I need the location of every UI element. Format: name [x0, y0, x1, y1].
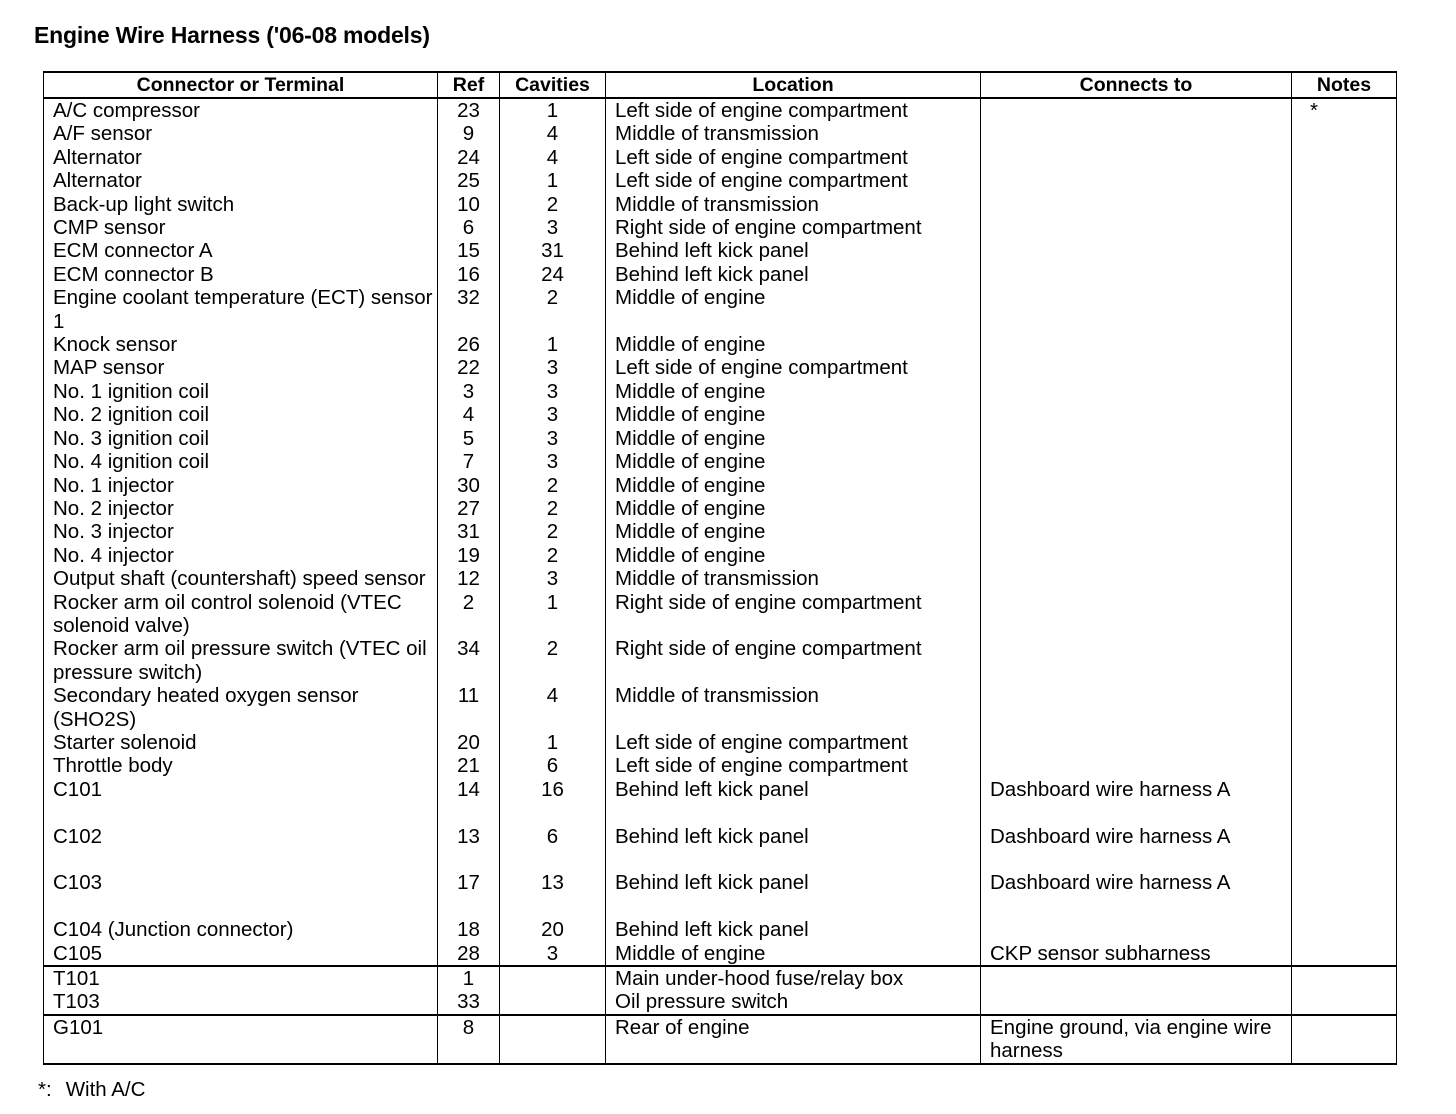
- ref-cell: 14: [438, 778, 500, 825]
- connector-cell: Engine coolant temperature (ECT) sensor 1: [44, 286, 438, 333]
- notes-cell: [1292, 966, 1397, 990]
- connects-to-cell: [981, 474, 1292, 497]
- connector-cell: MAP sensor: [44, 356, 438, 379]
- cavities-cell: 3: [500, 356, 606, 379]
- ref-cell: 3: [438, 380, 500, 403]
- connects-to-cell: CKP sensor subharness: [981, 942, 1292, 966]
- cavities-cell: [500, 966, 606, 990]
- cavities-cell: 2: [500, 520, 606, 543]
- cavities-cell: 20: [500, 918, 606, 941]
- ref-cell: 9: [438, 122, 500, 145]
- location-cell: Middle of transmission: [606, 193, 981, 216]
- location-cell: Main under-hood fuse/relay box: [606, 966, 981, 990]
- notes-cell: [1292, 497, 1397, 520]
- connects-to-cell: [981, 239, 1292, 262]
- cavities-cell: 6: [500, 825, 606, 872]
- connects-to-cell: [981, 380, 1292, 403]
- table-row: [44, 825, 1397, 872]
- notes-cell: [1292, 778, 1397, 825]
- ref-cell: 10: [438, 193, 500, 216]
- cavities-cell: 2: [500, 637, 606, 684]
- connects-to-cell: Dashboard wire harness A: [981, 825, 1292, 872]
- connector-cell: No. 2 ignition coil: [44, 403, 438, 426]
- table-row: [44, 1015, 1397, 1064]
- location-cell: Middle of transmission: [606, 684, 981, 731]
- location-cell: Middle of engine: [606, 474, 981, 497]
- table-row: [44, 263, 1397, 286]
- ref-cell: 1: [438, 966, 500, 990]
- ref-cell: 19: [438, 544, 500, 567]
- connects-to-cell: Dashboard wire harness A: [981, 871, 1292, 918]
- ref-cell: 20: [438, 731, 500, 754]
- cavities-cell: 4: [500, 684, 606, 731]
- notes-cell: [1292, 380, 1397, 403]
- table-row: [44, 942, 1397, 966]
- cavities-cell: 2: [500, 474, 606, 497]
- notes-cell: *: [1292, 98, 1397, 122]
- ref-cell: 27: [438, 497, 500, 520]
- cavities-cell: 24: [500, 263, 606, 286]
- table-row: [44, 544, 1397, 567]
- connector-cell: Rocker arm oil control solenoid (VTEC solenoid valve): [44, 591, 438, 638]
- location-cell: Oil pressure switch: [606, 990, 981, 1014]
- table-row: [44, 591, 1397, 638]
- table-row: [44, 684, 1397, 731]
- location-cell: Middle of engine: [606, 544, 981, 567]
- connector-cell: T103: [44, 990, 438, 1014]
- connector-cell: C102: [44, 825, 438, 872]
- ref-cell: 34: [438, 637, 500, 684]
- table-row: [44, 122, 1397, 145]
- col-header-connector: Connector or Terminal: [44, 72, 438, 98]
- notes-cell: [1292, 193, 1397, 216]
- cavities-cell: 1: [500, 98, 606, 122]
- cavities-cell: 4: [500, 146, 606, 169]
- ref-cell: 8: [438, 1015, 500, 1064]
- connector-cell: T101: [44, 966, 438, 990]
- table-row: [44, 356, 1397, 379]
- location-cell: Middle of engine: [606, 520, 981, 543]
- location-cell: Left side of engine compartment: [606, 146, 981, 169]
- connector-cell: ECM connector A: [44, 239, 438, 262]
- table-row: [44, 169, 1397, 192]
- table-row: [44, 731, 1397, 754]
- cavities-cell: 3: [500, 450, 606, 473]
- cavities-cell: 2: [500, 193, 606, 216]
- location-cell: Middle of engine: [606, 450, 981, 473]
- ref-cell: 26: [438, 333, 500, 356]
- table-row: [44, 216, 1397, 239]
- connects-to-cell: [981, 754, 1292, 777]
- ref-cell: 22: [438, 356, 500, 379]
- table-row: [44, 98, 1397, 122]
- table-row: [44, 380, 1397, 403]
- ref-cell: 25: [438, 169, 500, 192]
- notes-cell: [1292, 169, 1397, 192]
- table-row: [44, 990, 1397, 1014]
- ref-cell: 18: [438, 918, 500, 941]
- location-cell: Left side of engine compartment: [606, 356, 981, 379]
- notes-cell: [1292, 146, 1397, 169]
- table-row: [44, 871, 1397, 918]
- ref-cell: 12: [438, 567, 500, 590]
- cavities-cell: 3: [500, 216, 606, 239]
- location-cell: Left side of engine compartment: [606, 731, 981, 754]
- harness-table: [43, 71, 1397, 1065]
- connects-to-cell: [981, 122, 1292, 145]
- connects-to-cell: [981, 684, 1292, 731]
- connects-to-cell: [981, 263, 1292, 286]
- location-cell: Middle of engine: [606, 286, 981, 333]
- col-header-notes: Notes: [1292, 72, 1397, 98]
- connector-cell: A/F sensor: [44, 122, 438, 145]
- cavities-cell: 3: [500, 403, 606, 426]
- ref-cell: 30: [438, 474, 500, 497]
- connector-cell: Knock sensor: [44, 333, 438, 356]
- connector-cell: No. 1 ignition coil: [44, 380, 438, 403]
- table-row: [44, 193, 1397, 216]
- notes-cell: [1292, 637, 1397, 684]
- connects-to-cell: [981, 193, 1292, 216]
- cavities-cell: 16: [500, 778, 606, 825]
- ref-cell: 31: [438, 520, 500, 543]
- connects-to-cell: Engine ground, via engine wire harness: [981, 1015, 1292, 1064]
- notes-cell: [1292, 356, 1397, 379]
- table-row: [44, 520, 1397, 543]
- notes-cell: [1292, 427, 1397, 450]
- connector-cell: Throttle body: [44, 754, 438, 777]
- notes-cell: [1292, 216, 1397, 239]
- notes-cell: [1292, 825, 1397, 872]
- cavities-cell: 1: [500, 169, 606, 192]
- table-row: [44, 286, 1397, 333]
- footnote-text: With A/C: [65, 1078, 146, 1101]
- connector-cell: No. 3 ignition coil: [44, 427, 438, 450]
- ref-cell: 21: [438, 754, 500, 777]
- location-cell: Right side of engine compartment: [606, 216, 981, 239]
- table-row: [44, 403, 1397, 426]
- connects-to-cell: [981, 497, 1292, 520]
- notes-cell: [1292, 591, 1397, 638]
- location-cell: Middle of transmission: [606, 122, 981, 145]
- connects-to-cell: [981, 591, 1292, 638]
- location-cell: Middle of transmission: [606, 567, 981, 590]
- table-row: [44, 427, 1397, 450]
- notes-cell: [1292, 731, 1397, 754]
- connector-cell: C101: [44, 778, 438, 825]
- location-cell: Middle of engine: [606, 427, 981, 450]
- connects-to-cell: [981, 333, 1292, 356]
- cavities-cell: 13: [500, 871, 606, 918]
- connects-to-cell: [981, 356, 1292, 379]
- connects-to-cell: [981, 169, 1292, 192]
- location-cell: Left side of engine compartment: [606, 754, 981, 777]
- page-title: Engine Wire Harness ('06-08 models): [34, 22, 430, 48]
- ref-cell: 23: [438, 98, 500, 122]
- connector-cell: Output shaft (countershaft) speed sensor: [44, 567, 438, 590]
- cavities-cell: 2: [500, 286, 606, 333]
- connects-to-cell: [981, 403, 1292, 426]
- connector-cell: C105: [44, 942, 438, 966]
- ref-cell: 7: [438, 450, 500, 473]
- connector-cell: C104 (Junction connector): [44, 918, 438, 941]
- location-cell: Middle of engine: [606, 333, 981, 356]
- table-row: [44, 918, 1397, 941]
- connector-cell: C103: [44, 871, 438, 918]
- connects-to-cell: [981, 146, 1292, 169]
- ref-cell: 16: [438, 263, 500, 286]
- notes-cell: [1292, 567, 1397, 590]
- location-cell: Behind left kick panel: [606, 263, 981, 286]
- connects-to-cell: [981, 544, 1292, 567]
- ref-cell: 33: [438, 990, 500, 1014]
- connector-cell: Starter solenoid: [44, 731, 438, 754]
- location-cell: Right side of engine compartment: [606, 637, 981, 684]
- notes-cell: [1292, 942, 1397, 966]
- table-row: [44, 497, 1397, 520]
- connector-cell: No. 3 injector: [44, 520, 438, 543]
- ref-cell: 6: [438, 216, 500, 239]
- footnote-mark: *:: [38, 1078, 52, 1101]
- cavities-cell: 31: [500, 239, 606, 262]
- connects-to-cell: [981, 966, 1292, 990]
- connector-cell: G101: [44, 1015, 438, 1064]
- table-row: [44, 754, 1397, 777]
- cavities-cell: [500, 990, 606, 1014]
- connects-to-cell: [981, 637, 1292, 684]
- notes-cell: [1292, 990, 1397, 1014]
- connects-to-cell: [981, 98, 1292, 122]
- footnote: [38, 1078, 145, 1102]
- location-cell: Behind left kick panel: [606, 871, 981, 918]
- ref-cell: 28: [438, 942, 500, 966]
- col-header-cavities: Cavities: [500, 72, 606, 98]
- location-cell: Middle of engine: [606, 380, 981, 403]
- ref-cell: 32: [438, 286, 500, 333]
- connector-cell: No. 2 injector: [44, 497, 438, 520]
- table-row: [44, 474, 1397, 497]
- col-header-connects-to: Connects to: [981, 72, 1292, 98]
- connects-to-cell: [981, 520, 1292, 543]
- cavities-cell: 1: [500, 333, 606, 356]
- location-cell: Behind left kick panel: [606, 239, 981, 262]
- location-cell: Right side of engine compartment: [606, 591, 981, 638]
- notes-cell: [1292, 286, 1397, 333]
- notes-cell: [1292, 1015, 1397, 1064]
- connector-cell: No. 4 ignition coil: [44, 450, 438, 473]
- location-cell: Middle of engine: [606, 497, 981, 520]
- header-row: [44, 72, 1397, 98]
- notes-cell: [1292, 122, 1397, 145]
- cavities-cell: 3: [500, 427, 606, 450]
- connects-to-cell: [981, 990, 1292, 1014]
- notes-cell: [1292, 918, 1397, 941]
- connects-to-cell: [981, 427, 1292, 450]
- ref-cell: 15: [438, 239, 500, 262]
- connects-to-cell: [981, 286, 1292, 333]
- cavities-cell: 1: [500, 591, 606, 638]
- table-row: [44, 450, 1397, 473]
- location-cell: Rear of engine: [606, 1015, 981, 1064]
- connector-cell: Alternator: [44, 169, 438, 192]
- connects-to-cell: [981, 918, 1292, 941]
- cavities-cell: 4: [500, 122, 606, 145]
- connects-to-cell: Dashboard wire harness A: [981, 778, 1292, 825]
- cavities-cell: [500, 1015, 606, 1064]
- notes-cell: [1292, 871, 1397, 918]
- ref-cell: 2: [438, 591, 500, 638]
- table-row: [44, 637, 1397, 684]
- ref-cell: 5: [438, 427, 500, 450]
- connector-cell: Secondary heated oxygen sensor (SHO2S): [44, 684, 438, 731]
- connector-cell: Rocker arm oil pressure switch (VTEC oil pressure switch): [44, 637, 438, 684]
- notes-cell: [1292, 263, 1397, 286]
- location-cell: Middle of engine: [606, 403, 981, 426]
- cavities-cell: 2: [500, 544, 606, 567]
- location-cell: Behind left kick panel: [606, 825, 981, 872]
- ref-cell: 24: [438, 146, 500, 169]
- connector-cell: Alternator: [44, 146, 438, 169]
- cavities-cell: 2: [500, 497, 606, 520]
- notes-cell: [1292, 239, 1397, 262]
- col-header-ref: Ref: [438, 72, 500, 98]
- connector-cell: No. 1 injector: [44, 474, 438, 497]
- notes-cell: [1292, 684, 1397, 731]
- notes-cell: [1292, 450, 1397, 473]
- cavities-cell: 3: [500, 380, 606, 403]
- table-row: [44, 567, 1397, 590]
- connects-to-cell: [981, 216, 1292, 239]
- ref-cell: 17: [438, 871, 500, 918]
- location-cell: Behind left kick panel: [606, 778, 981, 825]
- notes-cell: [1292, 520, 1397, 543]
- connects-to-cell: [981, 450, 1292, 473]
- notes-cell: [1292, 474, 1397, 497]
- connects-to-cell: [981, 567, 1292, 590]
- connector-cell: CMP sensor: [44, 216, 438, 239]
- location-cell: Middle of engine: [606, 942, 981, 966]
- notes-cell: [1292, 333, 1397, 356]
- connector-cell: Back-up light switch: [44, 193, 438, 216]
- notes-cell: [1292, 403, 1397, 426]
- table-row: [44, 146, 1397, 169]
- table-row: [44, 333, 1397, 356]
- location-cell: Left side of engine compartment: [606, 98, 981, 122]
- ref-cell: 13: [438, 825, 500, 872]
- cavities-cell: 3: [500, 942, 606, 966]
- col-header-location: Location: [606, 72, 981, 98]
- connector-cell: ECM connector B: [44, 263, 438, 286]
- table-row: [44, 239, 1397, 262]
- location-cell: Behind left kick panel: [606, 918, 981, 941]
- notes-cell: [1292, 544, 1397, 567]
- table-body: [44, 98, 1397, 1064]
- cavities-cell: 1: [500, 731, 606, 754]
- table-row: [44, 778, 1397, 825]
- ref-cell: 11: [438, 684, 500, 731]
- connector-cell: A/C compressor: [44, 98, 438, 122]
- notes-cell: [1292, 754, 1397, 777]
- connector-cell: No. 4 injector: [44, 544, 438, 567]
- table-row: [44, 966, 1397, 990]
- cavities-cell: 6: [500, 754, 606, 777]
- cavities-cell: 3: [500, 567, 606, 590]
- location-cell: Left side of engine compartment: [606, 169, 981, 192]
- connects-to-cell: [981, 731, 1292, 754]
- ref-cell: 4: [438, 403, 500, 426]
